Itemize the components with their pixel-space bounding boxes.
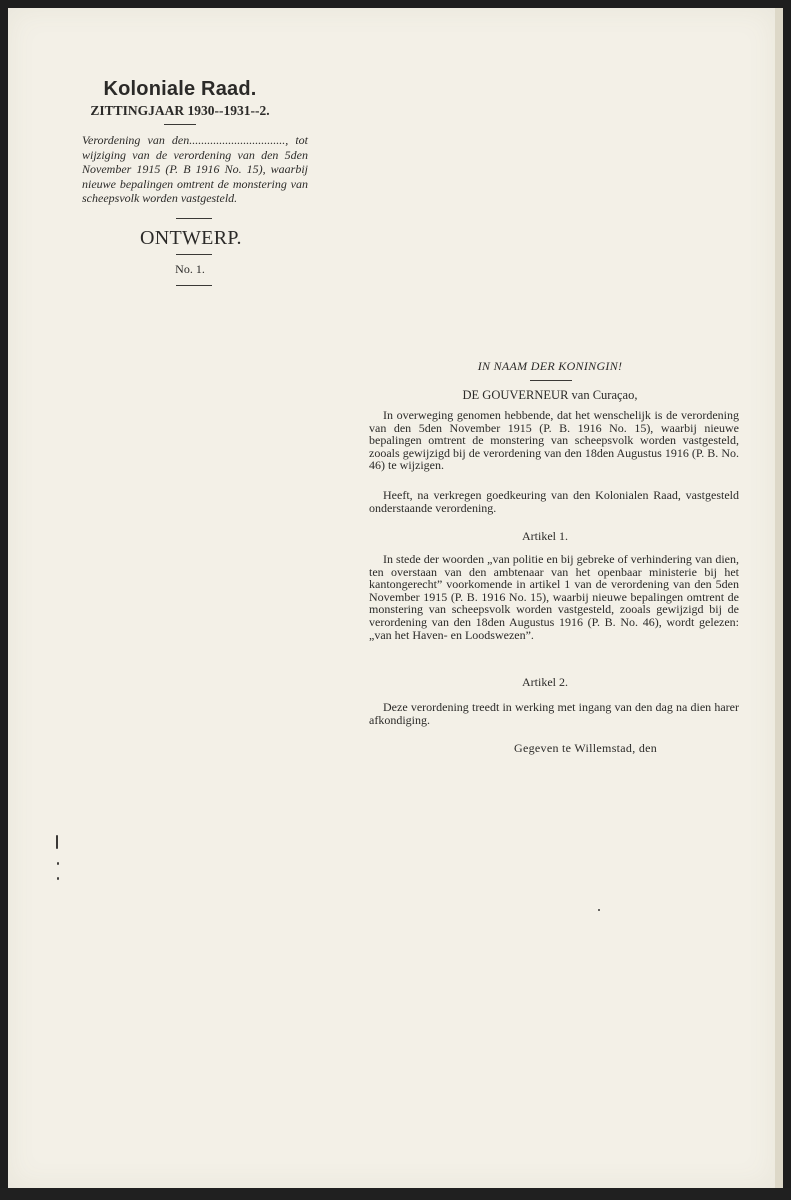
- divider: [176, 254, 212, 255]
- preamble-paragraph: In overweging genomen hebbende, dat het wenschelijk is de verordening van den 5den November 1915 (P. B. 1916 No. 15), waarbij nieuwe bepalingen omtrent de monstering van scheepsvolk worden vastgesteld, zooals gewijzigd bij de verordening van den 18den Augustus 1916 (P. B. No. 46) te wijzigen.: [369, 408, 739, 473]
- article-1-text: In stede der woorden „van politie en bij gebreke of verhindering van dien, ten overstaan van den ambtenaar van het openbaar ministerie bij het kantongerecht” voorkomende in artikel 1 van de verordening van den 5den November 1915 (P. B. 1916 No. 15), waarbij nieuwe bepalingen omtrent de monstering van scheepsvolk worden vastgesteld, zooals gewijzigd bij de verordening van den 18den Augustus 1916 (P. B. No. 46), wordt gelezen: „van het Haven- en Loodswezen”.: [369, 552, 739, 642]
- divider: [176, 218, 212, 219]
- signing-line: Gegeven te Willemstad, den: [514, 741, 658, 755]
- article-2-text: Deze verordening treedt in werking met ingang van den dag na dien harer afkondiging.: [369, 700, 739, 727]
- session-year: ZITTINGJAAR 1930--1931--2.: [90, 103, 270, 118]
- article-2-heading: Artikel 2.: [522, 675, 568, 689]
- draft-number: No. 1.: [175, 262, 205, 276]
- divider: [164, 124, 196, 125]
- article-1-heading: Artikel 1.: [522, 529, 568, 543]
- enactment-paragraph: Heeft, na verkregen goedkeuring van den Kolonialen Raad, vastgesteld onderstaande verordening.: [369, 488, 739, 515]
- scan-speck: [598, 909, 600, 911]
- scan-speck: [57, 862, 59, 865]
- scan-border: [0, 1188, 791, 1200]
- council-title: Koloniale Raad.: [103, 78, 257, 100]
- divider: [176, 285, 212, 286]
- subject-text: Verordening van den................................, tot wijziging van de verordening van den 5den November 1915 (P. B 1916 No. 15), waarbij nieuwe bepalingen omtrent de monstering van scheepsvolk worden vastgesteld.: [82, 133, 308, 206]
- page-edge: [775, 8, 783, 1188]
- governor-heading: DE GOUVERNEUR van Curaçao,: [462, 388, 638, 402]
- scan-speck: [57, 877, 59, 880]
- draft-label: ONTWERP.: [140, 227, 242, 249]
- scan-speck: [56, 835, 58, 849]
- invocation: IN NAAM DER KONINGIN!: [477, 359, 623, 373]
- divider: [530, 380, 572, 381]
